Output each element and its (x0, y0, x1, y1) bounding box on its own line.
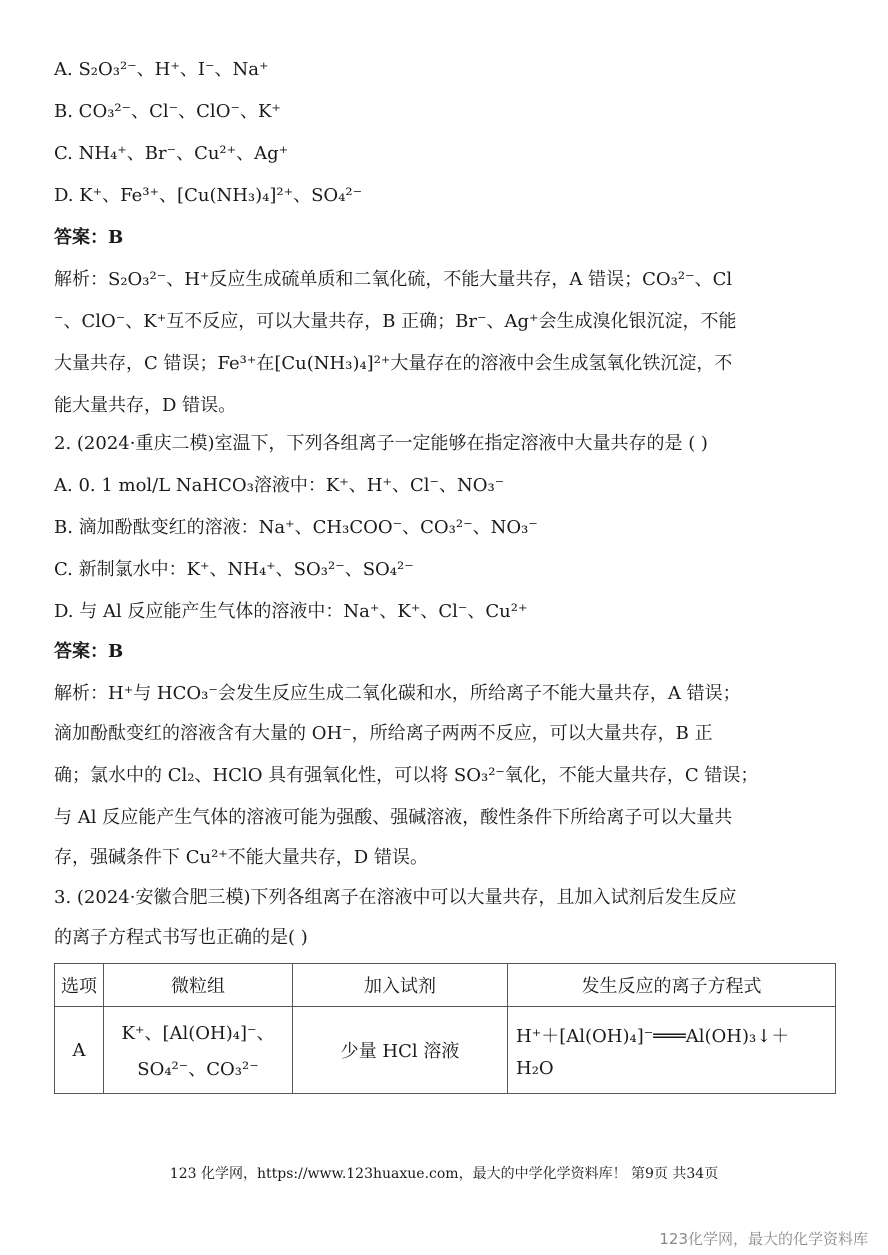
question-3-stem: 3. (2024·安徽合肥三模)下列各组离子在溶液中可以大量共存，且加入试剂后发生反应 (54, 887, 737, 908)
q2-option-d: D. 与 Al 反应能产生气体的溶液中：Na⁺、K⁺、Cl⁻、Cu²⁺ (54, 601, 528, 622)
header-option: 选项 (55, 964, 104, 1007)
q2-option-c: C. 新制氯水中：K⁺、NH₄⁺、SO₃²⁻、SO₄²⁻ (54, 559, 414, 580)
cell-reagent: 少量 HCl 溶液 (293, 1007, 508, 1094)
question-3-stem-cont: 的离子方程式书写也正确的是( ) (54, 927, 308, 948)
option-a-line: A. S₂O₃²⁻、H⁺、I⁻、Na⁺ (54, 59, 269, 80)
question-2-stem: 2. (2024·重庆二模)室温下，下列各组离子一定能够在指定溶液中大量共存的是 ( ) (54, 433, 708, 454)
option-b-line: B. CO₃²⁻、Cl⁻、ClO⁻、K⁺ (54, 101, 281, 122)
explanation-line: 大量共存，C 错误；Fe³⁺在[Cu(NH₃)₄]²⁺大量存在的溶液中会生成氢氧化铁沉淀，不 (54, 353, 733, 374)
equation-line: H⁺＋[Al(OH)₄]⁻═══Al(OH)₃↓＋ (516, 1025, 790, 1047)
answer-line: 答案：B (54, 227, 124, 248)
particles-line: K⁺、[Al(OH)₄]⁻、 (121, 1023, 275, 1044)
header-particles: 微粒组 (104, 964, 293, 1007)
q2-option-b: B. 滴加酚酞变红的溶液：Na⁺、CH₃COO⁻、CO₃²⁻、NO₃⁻ (54, 517, 538, 538)
explanation-line: ⁻、ClO⁻、K⁺互不反应，可以大量共存，B 正确；Br⁻、Ag⁺会生成溴化银沉淀，不能 (54, 311, 737, 332)
page-footer: 123 化学网，https://www.123huaxue.com，最大的中学化学资料库！ 第9页 共34页 (169, 1166, 719, 1182)
cell-option: A (55, 1007, 104, 1094)
q2-explanation-line: 滴加酚酞变红的溶液含有大量的 OH⁻，所给离子两两不反应，可以大量共存，B 正 (54, 723, 713, 744)
option-d-line: D. K⁺、Fe³⁺、[Cu(NH₃)₄]²⁺、SO₄²⁻ (54, 185, 363, 206)
q2-explanation-line: 确；氯水中的 Cl₂、HClO 具有强氧化性，可以将 SO₃²⁻氧化，不能大量共存，C 错误； (54, 765, 759, 786)
table-header-row (55, 964, 836, 1007)
q2-answer-line: 答案：B (54, 641, 124, 662)
table-row (55, 1007, 836, 1094)
watermark: 123化学网，最大的化学资料库 (659, 1230, 868, 1248)
equation-line: H₂O (516, 1057, 554, 1079)
options-table (54, 963, 836, 1094)
particles-line: SO₄²⁻、CO₃²⁻ (137, 1059, 259, 1080)
q2-explanation-line: 与 Al 反应能产生气体的溶液可能为强酸、强碱溶液，酸性条件下所给离子可以大量共 (54, 807, 733, 828)
q2-explanation-line: 解析：H⁺与 HCO₃⁻会发生反应生成二氧化碳和水，所给离子不能大量共存，A 错误； (54, 683, 741, 704)
cell-particles (104, 1007, 293, 1094)
header-equation: 发生反应的离子方程式 (508, 964, 836, 1007)
q2-explanation-line: 存，强碱条件下 Cu²⁺不能大量共存，D 错误。 (54, 847, 428, 868)
explanation-line: 解析：S₂O₃²⁻、H⁺反应生成硫单质和二氧化硫，不能大量共存，A 错误；CO₃²⁻、Cl (54, 269, 733, 290)
header-reagent: 加入试剂 (293, 964, 508, 1007)
q2-option-a: A. 0. 1 mol/L NaHCO₃溶液中：K⁺、H⁺、Cl⁻、NO₃⁻ (54, 475, 505, 496)
option-c-line: C. NH₄⁺、Br⁻、Cu²⁺、Ag⁺ (54, 143, 289, 164)
explanation-line: 能大量共存，D 错误。 (54, 395, 237, 416)
cell-equation (508, 1007, 836, 1094)
